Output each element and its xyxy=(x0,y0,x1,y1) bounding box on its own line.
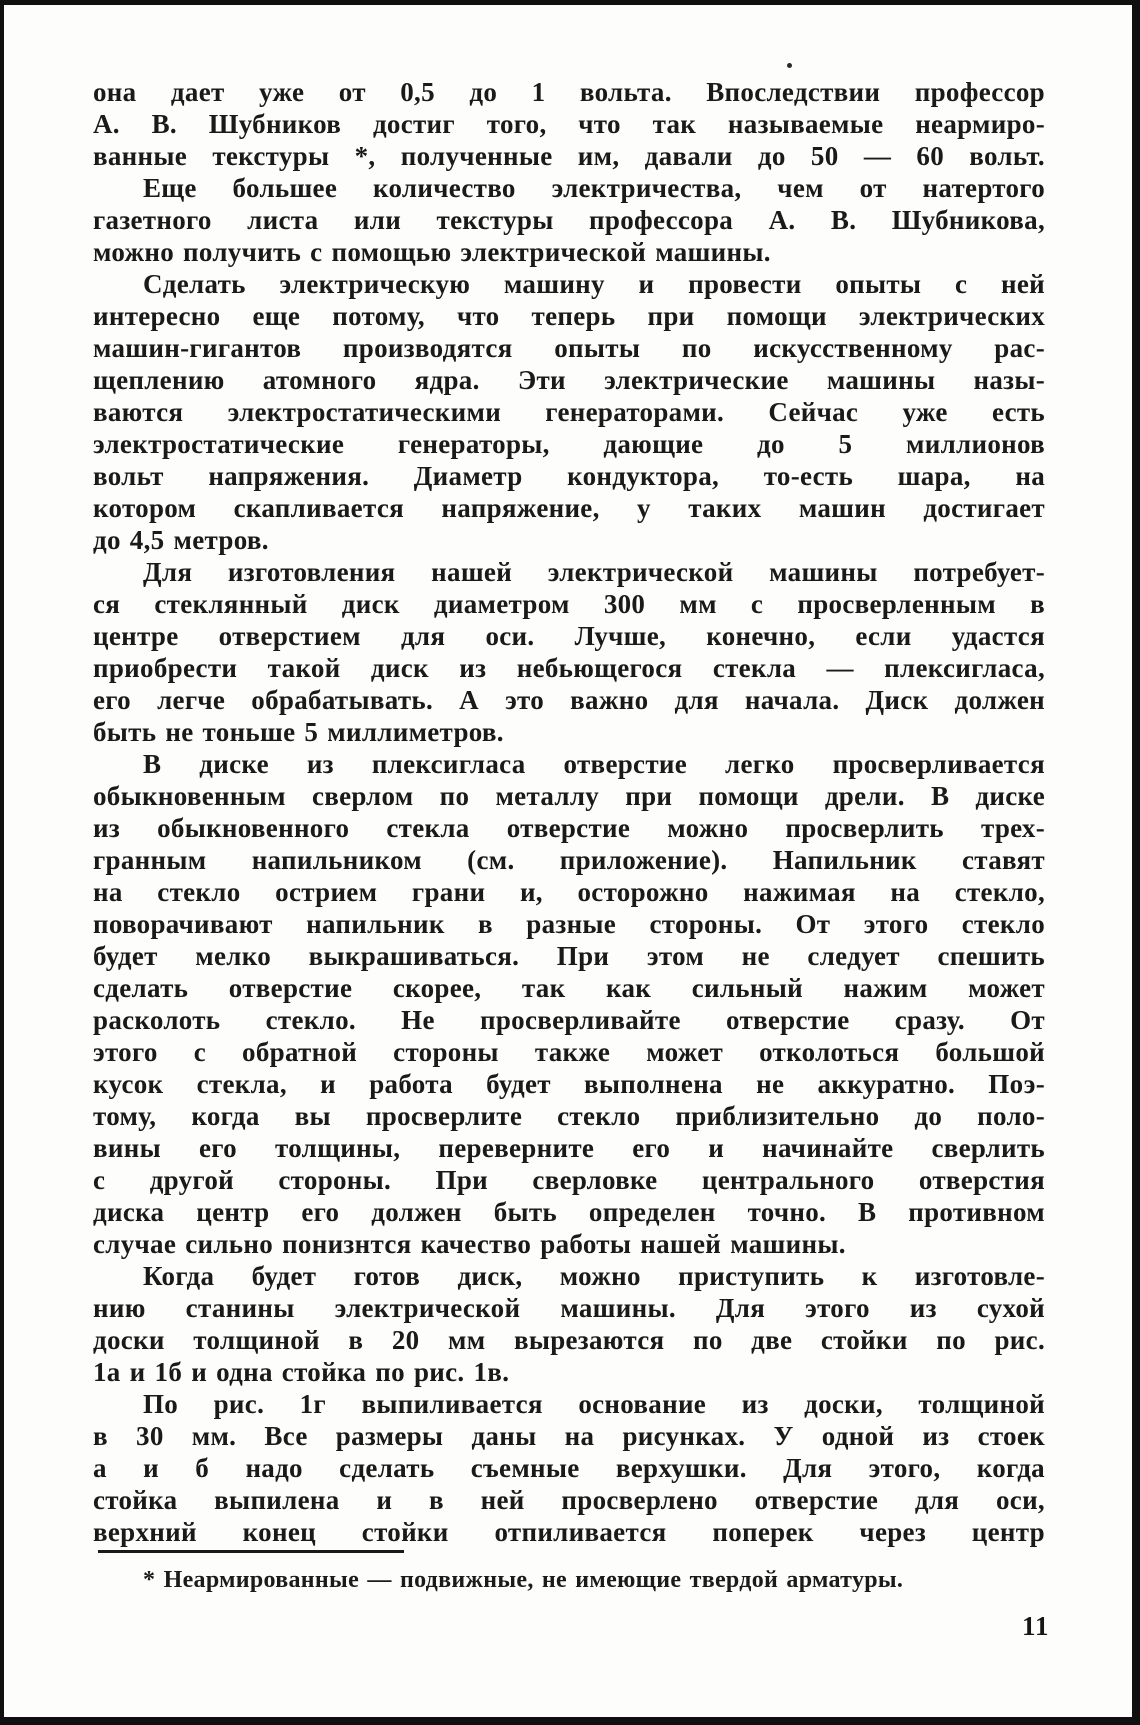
text-line: доски толщиной в 20 мм вырезаются по две стойки по рис. xyxy=(93,1325,1045,1355)
text-line: его легче обрабатывать. А это важно для начала. Диск должен xyxy=(93,685,1045,715)
text-line: ваются электростатическими генераторами. Сейчас уже есть xyxy=(93,397,1045,427)
text-line: щеплению атомного ядра. Эти электрические машины назы- xyxy=(93,365,1045,395)
text-line: котором скапливается напряжение, у таких машин достигает xyxy=(93,493,1045,523)
text-line: Еще большее количество электричества, чем от натертого xyxy=(143,173,1045,203)
text-line: можно получить с помощью электрической машины. xyxy=(93,237,771,267)
text-line: А. В. Шубников достиг того, что так называемые неармиро- xyxy=(93,109,1045,139)
text-line: на стекло острием грани и, осторожно нажимая на стекло, xyxy=(93,877,1045,907)
text-line: гранным напильником (см. приложение). Напильник ставят xyxy=(93,845,1045,875)
text-line: ванные текстуры *, полученные им, давали до 50 — 60 вольт. xyxy=(93,141,1045,171)
text-line: сделать отверстие скорее, так как сильный нажим может xyxy=(93,973,1045,1003)
text-line: верхний конец стойки отпиливается поперек через центр xyxy=(93,1517,1045,1547)
text-line: По рис. 1г выпиливается основание из доски, толщиной xyxy=(143,1389,1045,1419)
text-line: вины его толщины, переверните его и начинайте сверлить xyxy=(93,1133,1045,1163)
text-line: электростатические генераторы, дающие до 5 миллионов xyxy=(93,429,1045,459)
text-line: с другой стороны. При сверловке центрального отверстия xyxy=(93,1165,1045,1195)
text-line: диска центр его должен быть определен точно. В противном xyxy=(93,1197,1045,1227)
text-line: нию станины электрической машины. Для этого из сухой xyxy=(93,1293,1045,1323)
footnote-divider xyxy=(98,1550,404,1553)
text-line: В диске из плексигласа отверстие легко просверливается xyxy=(143,749,1045,779)
text-line: до 4,5 метров. xyxy=(93,525,269,555)
text-line: интересно еще потому, что теперь при помощи электрических xyxy=(93,301,1045,331)
text-line: 1а и 1б и одна стойка по рис. 1в. xyxy=(93,1357,510,1387)
text-line: этого с обратной стороны также может отколоться большой xyxy=(93,1037,1045,1067)
text-line: кусок стекла, и работа будет выполнена не аккуратно. Поэ- xyxy=(93,1069,1045,1099)
text-line: тому, когда вы просверлите стекло приблизительно до поло- xyxy=(93,1101,1045,1131)
text-line: газетного листа или текстуры профессора А. В. Шубникова, xyxy=(93,205,1045,235)
text-line: Сделать электрическую машину и провести опыты с ней xyxy=(143,269,1045,299)
text-line: поворачивают напильник в разные стороны. От этого стекло xyxy=(93,909,1045,939)
text-line: центре отверстием для оси. Лучше, конечно, если удастся xyxy=(93,621,1045,651)
scan-speck xyxy=(787,63,792,68)
text-line: быть не тоньше 5 миллиметров. xyxy=(93,717,504,747)
text-line: в 30 мм. Все размеры даны на рисунках. У одной из стоек xyxy=(93,1421,1045,1451)
text-line: ся стеклянный диск диаметром 300 мм с просверленным в xyxy=(93,589,1045,619)
text-line: обыкновенным сверлом по металлу при помощи дрели. В диске xyxy=(93,781,1045,811)
text-line: случае сильно понизнтся качество работы нашей машины. xyxy=(93,1229,846,1259)
text-line: стойка выпилена и в ней просверлено отверстие для оси, xyxy=(93,1485,1045,1515)
page-number: 11 xyxy=(1022,1611,1050,1641)
text-line: машин-гигантов производятся опыты по искусственному рас- xyxy=(93,333,1045,363)
footnote-text: * Неармированные — подвижные, не имеющие твердой арматуры. xyxy=(143,1567,904,1593)
text-line: будет мелко выкрашиваться. При этом не следует спешить xyxy=(93,941,1045,971)
text-line: расколоть стекло. Не просверливайте отверстие сразу. От xyxy=(93,1005,1045,1035)
text-line: она дает уже от 0,5 до 1 вольта. Впоследствии профессор xyxy=(93,77,1045,107)
text-line: Для изготовления нашей электрической машины потребует- xyxy=(143,557,1045,587)
text-column xyxy=(93,76,1045,1548)
text-line: вольт напряжения. Диаметр кондуктора, то-есть шара, на xyxy=(93,461,1045,491)
text-line: приобрести такой диск из небьющегося стекла — плексигласа, xyxy=(93,653,1045,683)
text-line: Когда будет готов диск, можно приступить к изготовле- xyxy=(143,1261,1045,1291)
text-line: из обыкновенного стекла отверстие можно просверлить трех- xyxy=(93,813,1045,843)
text-line: а и б надо сделать съемные верхушки. Для этого, когда xyxy=(93,1453,1045,1483)
book-page xyxy=(4,5,1132,1717)
